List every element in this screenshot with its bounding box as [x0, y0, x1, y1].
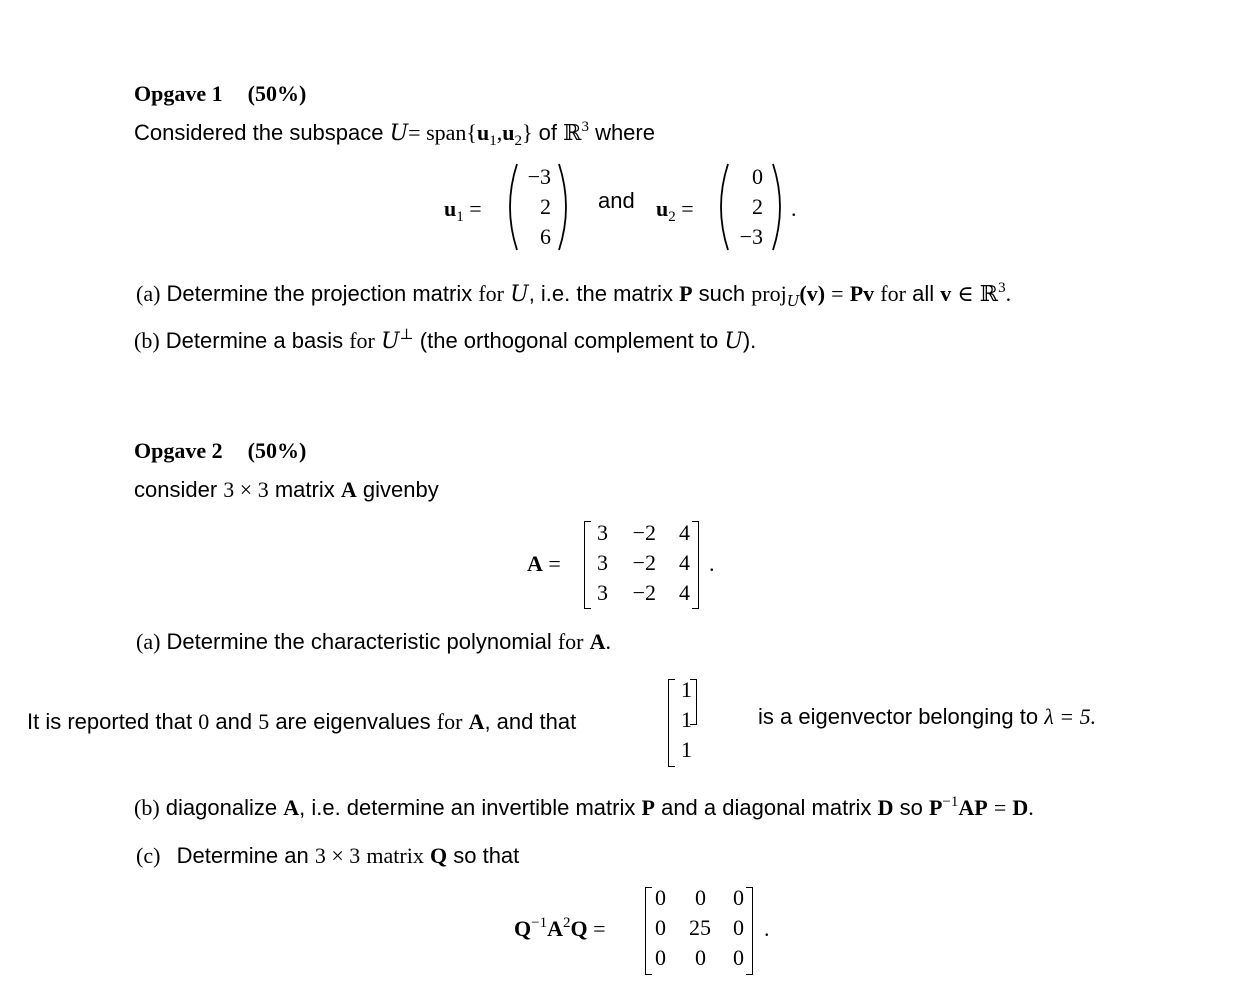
matrix-D-right-bracket — [746, 887, 753, 975]
u1-label-symbol: u — [444, 196, 457, 221]
so-text: so — [899, 795, 923, 820]
equals: = — [593, 916, 606, 941]
period: . — [1005, 281, 1012, 306]
and-text: and — [598, 188, 635, 213]
intro-text: Considered the subspace — [134, 120, 384, 145]
square-exponent: 2 — [562, 915, 571, 931]
task2-part-b — [134, 795, 1034, 821]
matrix-Q-symbol: Q — [429, 843, 448, 868]
task2-title-text: Opgave 2 — [134, 438, 223, 463]
period: . — [605, 629, 612, 654]
matrix-Q-period: . — [764, 916, 770, 941]
matrix-cell: 0 — [655, 885, 666, 910]
subspace-symbol: U — [381, 329, 400, 354]
part-b-text: (the orthogonal complement to — [419, 328, 719, 353]
matrix-D: D — [877, 795, 894, 820]
matrix-text: matrix — [366, 843, 424, 868]
matrix-cell: −2 — [632, 550, 656, 575]
part-label: (b) — [134, 328, 160, 353]
diagonalize-text: diagonalize — [165, 795, 278, 820]
proj-subscript: U — [786, 292, 800, 310]
part-a-text: Determine the characteristic polynomial — [166, 629, 552, 654]
reported-sentence: It is reported that — [27, 709, 193, 734]
u1-label-sub: 1 — [456, 209, 464, 225]
task1-part-a — [136, 280, 1012, 310]
matrix-A-symbol: A — [547, 916, 563, 941]
matrix-A-right-bracket — [692, 521, 699, 609]
u2-entry: 2 — [752, 194, 763, 219]
matrix-A-symbol: A — [468, 709, 485, 734]
task2-weight: (50%) — [247, 438, 307, 463]
for-text: for — [349, 328, 375, 353]
matrix-cell: 3 — [597, 580, 608, 605]
matrix-P: P — [928, 795, 943, 820]
for-text: for — [880, 281, 906, 306]
matrix-A-symbol: A — [527, 551, 543, 576]
u1-vector — [511, 164, 561, 254]
eigenvalue-zero: 0 — [198, 709, 210, 734]
reported-text — [27, 709, 576, 735]
and-that-text: , and that — [484, 709, 577, 734]
u1-entry: 2 — [540, 194, 551, 219]
matrix-A-symbol: A — [340, 477, 357, 502]
matrix-cell: 4 — [679, 520, 690, 545]
matrix-A-period: . — [709, 551, 715, 576]
u1-entry: 6 — [540, 224, 551, 249]
eigenvalue-five: 5 — [258, 709, 270, 734]
matrix-P: P — [679, 281, 693, 306]
equals: = — [993, 795, 1007, 820]
matrix-cell: 4 — [679, 550, 690, 575]
proj-argument: (v) — [799, 281, 826, 306]
v-symbol: v — [940, 281, 952, 306]
matrix-text: matrix — [274, 477, 335, 502]
dimension: 3 × 3 — [223, 477, 269, 502]
matrix-cell: 25 — [689, 915, 711, 940]
belonging-text: is a eigenvector belonging to — [758, 704, 1039, 729]
eigenvector-entry: 1 — [681, 707, 692, 732]
matrix-cell: 0 — [695, 945, 706, 970]
u2-entry: −3 — [739, 224, 763, 249]
u1-symbol: u — [476, 120, 490, 145]
Pv-symbol: Pv — [849, 281, 875, 306]
part-b-text: , i.e. determine an invertible matrix — [299, 795, 636, 820]
part-label: (c) — [136, 843, 161, 868]
for-text: for — [436, 709, 463, 734]
dimension: 3 × 3 — [314, 843, 361, 868]
part-label: (a) — [136, 281, 161, 306]
eigenvector-text — [758, 704, 1096, 730]
task1-part-b — [134, 328, 756, 354]
matrix-cell: 0 — [733, 885, 744, 910]
reals-exponent: 3 — [581, 119, 589, 135]
by-text: by — [415, 477, 439, 502]
matrix-cell: 0 — [695, 885, 706, 910]
part-label: (b) — [134, 795, 160, 820]
of-text: of — [538, 120, 558, 145]
u1-label — [444, 196, 482, 225]
so-that-text: so that — [453, 843, 520, 868]
task1-title — [134, 81, 306, 107]
u2-entry: 0 — [752, 164, 763, 189]
reals-exponent: 3 — [998, 280, 1006, 296]
matrix-A-symbol: A — [283, 795, 300, 820]
equals: = — [469, 196, 482, 221]
intro-text: consider — [134, 477, 218, 502]
equals: = — [831, 281, 844, 306]
proj-text: proj — [751, 281, 787, 306]
u2-label-symbol: u — [656, 196, 669, 221]
part-a-text: Determine the projection matrix — [166, 281, 473, 306]
matrix-cell: 0 — [733, 915, 744, 940]
u1-subscript: 1 — [489, 133, 497, 149]
such-text: such — [698, 281, 746, 306]
task2-intro — [134, 477, 439, 503]
for-text: for — [478, 281, 505, 306]
all-text: all — [912, 281, 935, 306]
task1-weight: (50%) — [247, 81, 307, 106]
lambda-value: λ = 5. — [1044, 704, 1097, 729]
part-label: (a) — [136, 629, 161, 654]
eigenvalues-text: are eigenvalues — [275, 709, 431, 734]
matrix-cell: −2 — [632, 520, 656, 545]
matrix-A-label — [527, 551, 561, 577]
matrix-Q-label — [514, 916, 606, 942]
u2-vector — [723, 164, 773, 254]
subspace-symbol: U — [724, 329, 743, 354]
where-text: where — [595, 120, 655, 145]
u2-symbol: u — [502, 120, 515, 145]
AP-symbol: AP — [958, 795, 988, 820]
subspace-symbol: U — [389, 121, 409, 146]
part-a-text: , i.e. the matrix — [528, 281, 673, 306]
task2-part-a — [136, 629, 611, 655]
task2-part-c — [136, 843, 519, 869]
matrix-cell: 0 — [655, 945, 666, 970]
matrix-diagonal — [650, 885, 760, 975]
u2-right-paren — [771, 162, 785, 252]
part-b-text: and a diagonal matrix — [661, 795, 872, 820]
eigenvector-entry: 1 — [681, 737, 692, 762]
part-b-text: Determine a basis — [165, 328, 344, 353]
matrix-A — [590, 520, 700, 610]
inverse-exponent: −1 — [942, 794, 959, 810]
task1-intro — [134, 119, 655, 149]
and-text: and — [215, 709, 253, 734]
u2-label — [656, 196, 694, 225]
eigenvector-right-bracket — [690, 679, 697, 725]
matrix-cell: 3 — [597, 550, 608, 575]
matrix-cell: 0 — [655, 915, 666, 940]
matrix-Q-symbol: Q — [570, 916, 588, 941]
u2-subscript: 2 — [514, 133, 522, 149]
u2-label-sub: 2 — [668, 209, 676, 225]
vector-period: . — [791, 196, 797, 221]
task2-title — [134, 438, 306, 464]
perp-symbol: ⊥ — [399, 327, 414, 343]
matrix-cell: 0 — [733, 945, 744, 970]
u1-entry: −3 — [527, 164, 551, 189]
comma: , — [496, 120, 503, 145]
eigenvector-entry: 1 — [681, 677, 692, 702]
matrix-Q-symbol: Q — [514, 916, 532, 941]
matrix-cell: 3 — [597, 520, 608, 545]
element-of: ∈ — [957, 281, 974, 306]
given-text: given — [362, 477, 416, 502]
closing-text: ). — [742, 328, 757, 353]
period: . — [1028, 795, 1034, 820]
inverse-exponent: −1 — [531, 915, 548, 931]
reals-symbol: ℝ — [563, 120, 582, 145]
u1-right-paren — [557, 162, 571, 252]
subspace-symbol: U — [510, 282, 529, 307]
reals-symbol: ℝ — [979, 281, 999, 306]
span-text: = span{ — [408, 120, 477, 145]
equals: = — [548, 551, 561, 576]
close-brace: } — [521, 120, 533, 145]
matrix-cell: 4 — [679, 580, 690, 605]
matrix-cell: −2 — [632, 580, 656, 605]
for-text: for — [557, 629, 584, 654]
task1-title-text: Opgave 1 — [134, 81, 223, 106]
matrix-P: P — [641, 795, 655, 820]
part-c-text: Determine an — [176, 843, 309, 868]
equals: = — [681, 196, 694, 221]
matrix-A-symbol: A — [589, 629, 606, 654]
matrix-D: D — [1012, 795, 1029, 820]
